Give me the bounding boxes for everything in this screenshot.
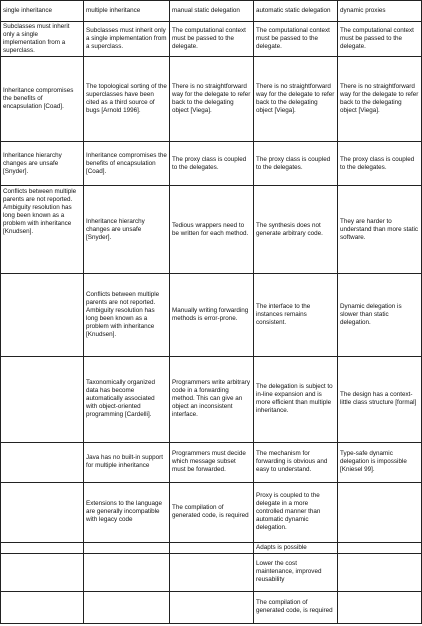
table-cell: Conflicts between multiple parents are not reported. Ambiguity resolution has long been known as a problem with inheritance [Knudsen]. xyxy=(84,274,170,356)
table-row xyxy=(1,274,422,356)
table-row xyxy=(1,22,422,57)
table-cell xyxy=(1,274,84,356)
table-cell: The proxy class is coupled to the delegates. xyxy=(170,142,254,186)
table-cell: The design has a context-little class structure [formal] xyxy=(338,356,422,442)
table-cell xyxy=(338,542,422,553)
header-row xyxy=(1,1,422,22)
table-cell: Programmers must decide which message subset must be forwarded. xyxy=(170,442,254,482)
table-row xyxy=(1,542,422,553)
table-cell: The synthesis does not generate arbitrary code. xyxy=(254,186,338,274)
header-cell: multiple inheritance xyxy=(84,1,170,22)
table-cell: There is no straightforward way for the delegate to refer back to the delegating object [Viega]. xyxy=(254,57,338,142)
table-cell: Inheritance hierarchy changes are unsafe [Snyder]. xyxy=(84,186,170,274)
table-row xyxy=(1,57,422,142)
table-cell xyxy=(1,482,84,542)
table-cell xyxy=(1,591,84,623)
table-row xyxy=(1,482,422,542)
table-cell: Proxy is coupled to the delegate in a more controlled manner than automatic dynamic delegation. xyxy=(254,482,338,542)
table-cell: The computational context must be passed to the delegate. xyxy=(254,22,338,57)
table-cell xyxy=(1,542,84,553)
table-cell: Type-safe dynamic delegation is impossible [Kniesel 99]. xyxy=(338,442,422,482)
table-cell xyxy=(338,591,422,623)
table-cell: Subclasses must inherit only a single implementation from a superclass. xyxy=(84,22,170,57)
table-cell: Extensions to the language are generally incompatible with legacy code xyxy=(84,482,170,542)
header-cell: dynamic proxies xyxy=(338,1,422,22)
table-cell xyxy=(170,591,254,623)
table-row xyxy=(1,142,422,186)
table-row xyxy=(1,553,422,591)
table-cell xyxy=(338,482,422,542)
table-cell xyxy=(170,553,254,591)
table-cell: The compilation of generated code, is required xyxy=(254,591,338,623)
table-cell xyxy=(84,591,170,623)
table-cell xyxy=(1,356,84,442)
table-cell xyxy=(170,542,254,553)
table-cell: The interface to the instances remains consistent. xyxy=(254,274,338,356)
table-cell: Tedious wrappers need to be written for each method. xyxy=(170,186,254,274)
table-cell xyxy=(1,553,84,591)
table-cell: Adapts is possible xyxy=(254,542,338,553)
table-cell xyxy=(84,542,170,553)
table-cell: Inheritance compromises the benefits of encapsulation [Coad]. xyxy=(1,57,84,142)
table-cell: The computational context must be passed to the delegate. xyxy=(338,22,422,57)
table-cell: Inheritance compromises the benefits of encapsulation [Coad]. xyxy=(84,142,170,186)
table-row xyxy=(1,356,422,442)
table-cell: There is no straightforward way for the delegate to refer back to the delegating object [Viega]. xyxy=(170,57,254,142)
table-cell: Dynamic delegation is slower than static delegation. xyxy=(338,274,422,356)
table-cell: Manually writing forwarding methods is error-prone. xyxy=(170,274,254,356)
table-cell: Conflicts between multiple parents are not reported. Ambiguity resolution has long been known as a problem with inheritance [Knudsen]. xyxy=(1,186,84,274)
table-cell: The delegation is subject to in-line expansion and is more efficient than multiple inheritance. xyxy=(254,356,338,442)
table-cell: Programmers write arbitrary code in a forwarding method. This can give an object an inconsistent interface. xyxy=(170,356,254,442)
table-cell xyxy=(338,553,422,591)
table-cell: Java has no built-in support for multiple inheritance xyxy=(84,442,170,482)
table-cell: Taxonomically organized data has become automatically associated with object-oriented programming [Cardelli]. xyxy=(84,356,170,442)
table-cell: Lower the cost maintenance, improved reusability xyxy=(254,553,338,591)
table-cell: They are harder to understand than more static software. xyxy=(338,186,422,274)
table-cell: The computational context must be passed to the delegate. xyxy=(170,22,254,57)
table-cell xyxy=(84,553,170,591)
table-cell: Inheritance hierarchy changes are unsafe [Snyder]. xyxy=(1,142,84,186)
table-cell: The proxy class is coupled to the delegates. xyxy=(254,142,338,186)
header-cell: automatic static delegation xyxy=(254,1,338,22)
table-row xyxy=(1,591,422,623)
table-cell: The mechanism for forwarding is obvious and easy to understand. xyxy=(254,442,338,482)
table-cell xyxy=(1,442,84,482)
table-row xyxy=(1,186,422,274)
header-cell: single inheritance xyxy=(1,1,84,22)
table-cell: The topological sorting of the superclasses have been cited as a third source of bugs [Arnold 1996]. xyxy=(84,57,170,142)
table-cell: The compilation of generated code, is required xyxy=(170,482,254,542)
table-cell: Subclasses must inherit only a single implementation from a superclass. xyxy=(1,22,84,57)
table-cell: There is no straightforward way for the delegate to refer back to the delegating object [Viega]. xyxy=(338,57,422,142)
table-cell: The proxy class is coupled to the delegates. xyxy=(338,142,422,186)
header-cell: manual static delegation xyxy=(170,1,254,22)
table-row xyxy=(1,442,422,482)
